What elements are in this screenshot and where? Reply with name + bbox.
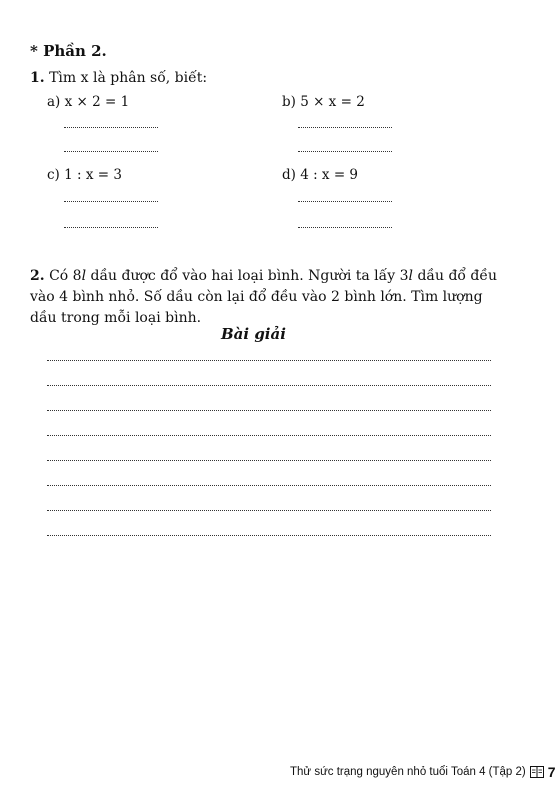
answer-line-d-2[interactable] (298, 227, 392, 228)
answer-line-b-2[interactable] (298, 151, 392, 152)
page-footer (290, 764, 556, 780)
exercise-1-number: 1. (30, 70, 45, 86)
footer-book-title: Thử sức trạng nguyên nhỏ tuổi Toán 4 (Tập 2) (290, 766, 526, 778)
exercise-2-number: 2. (30, 268, 45, 284)
page-number: 7 (547, 764, 556, 780)
book-icon (530, 766, 544, 778)
solution-line-6[interactable] (47, 485, 491, 486)
answer-line-b-1[interactable] (298, 127, 392, 128)
solution-line-8[interactable] (47, 535, 491, 536)
exercise-1-item-d: d) 4 : x = 9 (282, 167, 359, 183)
solution-line-4[interactable] (47, 435, 491, 436)
solution-title: Bài giải (221, 325, 286, 343)
exercise-1-item-b: b) 5 × x = 2 (282, 94, 365, 110)
solution-line-1[interactable] (47, 360, 491, 361)
answer-line-d-1[interactable] (298, 201, 392, 202)
exercise-1-item-a: a) x × 2 = 1 (47, 94, 130, 110)
solution-line-3[interactable] (47, 410, 491, 411)
exercise-2-text (30, 266, 500, 329)
section-title: * Phần 2. (30, 42, 107, 60)
exercise-1-prompt (30, 70, 207, 86)
exercise-2-part3: dầu đổ đều vào 4 bình nhỏ. Số dầu còn lại đổ đều vào 2 bình lớn. Tìm lượng dầu trong mỗi loại bình. (30, 268, 498, 326)
exercise-2-part1: Có 8 (49, 268, 82, 284)
answer-line-a-2[interactable] (64, 151, 158, 152)
exercise-1-text: Tìm x là phân số, biết: (49, 70, 208, 86)
answer-line-c-2[interactable] (64, 227, 158, 228)
solution-line-2[interactable] (47, 385, 491, 386)
answer-line-c-1[interactable] (64, 201, 158, 202)
answer-line-a-1[interactable] (64, 127, 158, 128)
solution-line-5[interactable] (47, 460, 491, 461)
exercise-2-part2: dầu được đổ vào hai loại bình. Người ta lấy 3 (86, 268, 409, 284)
exercise-1-item-c: c) 1 : x = 3 (47, 167, 122, 183)
unit-liter-2: l (408, 268, 413, 284)
unit-liter-1: l (81, 268, 87, 284)
solution-line-7[interactable] (47, 510, 491, 511)
